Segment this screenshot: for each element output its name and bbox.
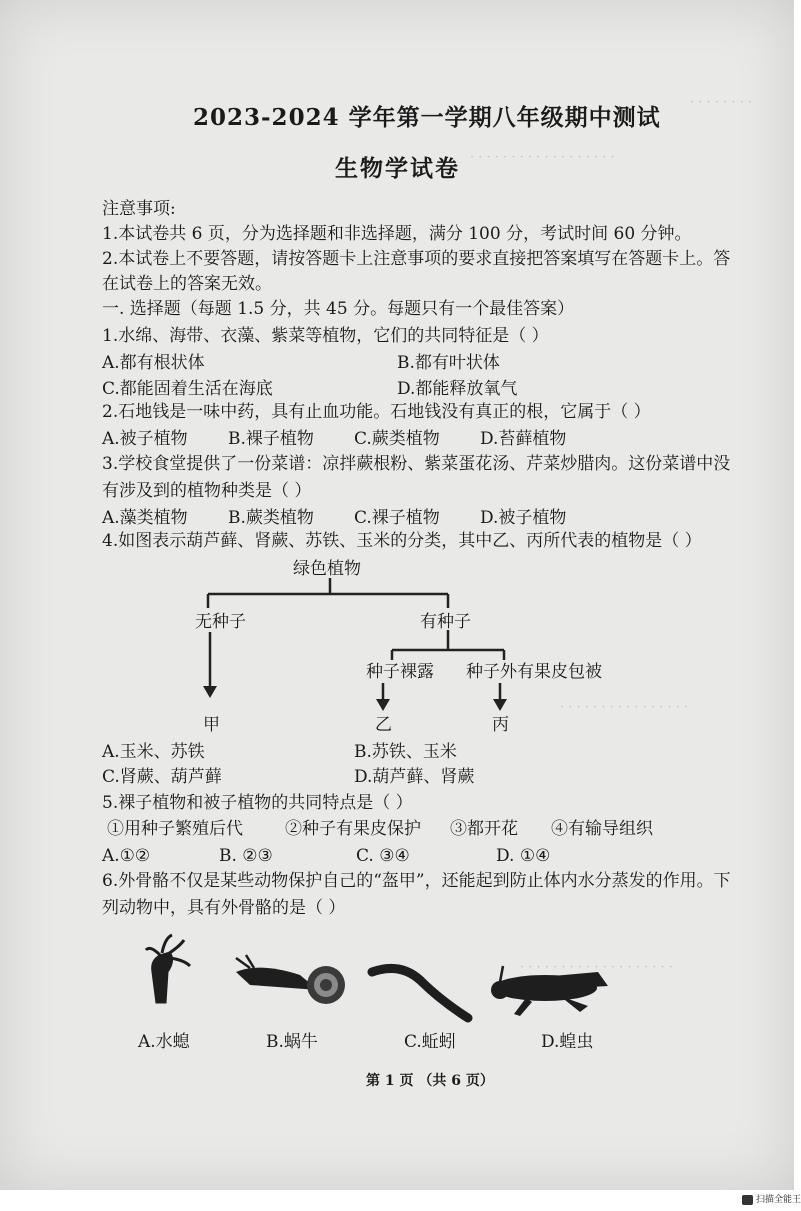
question-5-statement-1: ①用种子繁殖后代 [107, 819, 243, 839]
question-6-option-b: B.蜗牛 [266, 1032, 318, 1052]
question-5-option-c: C. ③④ [356, 846, 410, 866]
question-4-option-a: A.玉米、苏铁 [102, 742, 205, 762]
diagram-leaf-bing: 丙 [492, 715, 509, 735]
question-2-option-c: C.蕨类植物 [354, 429, 440, 449]
bleed-through-text: · · · · · · · · [690, 95, 752, 110]
diagram-node-no-seed: 无种子 [195, 612, 246, 632]
question-4-stem: 4.如图表示葫芦藓、肾蕨、苏铁、玉米的分类，其中乙、丙所代表的植物是（ ） [102, 531, 702, 551]
question-1-option-d: D.都能释放氧气 [397, 379, 518, 399]
question-6-option-c: C.蚯蚓 [404, 1032, 456, 1052]
scanner-logo-icon [742, 1195, 753, 1205]
scanner-watermark: 扫描全能王 [756, 1195, 801, 1205]
locust-image [491, 966, 608, 1016]
question-5-statement-4: ④有输导组织 [551, 819, 653, 839]
notice-item-1: 1.本试卷共 6 页，分为选择题和非选择题，满分 100 分，考试时间 60 分钟。 [102, 224, 692, 244]
question-5-stem: 5.裸子植物和被子植物的共同特点是（ ） [102, 793, 413, 813]
question-1-option-b: B.都有叶状体 [397, 353, 500, 373]
question-6-option-a: A.水螅 [138, 1032, 190, 1052]
question-3-option-b: B.蕨类植物 [228, 508, 314, 528]
notice-item-2-line-2: 在试卷上的答案无效。 [102, 274, 272, 294]
section-heading: 一. 选择题（每题 1.5 分，共 45 分。每题只有一个最佳答案） [102, 299, 575, 319]
question-6-stem-line-1: 6.外骨骼不仅是某些动物保护自己的“盔甲”，还能起到防止体内水分蒸发的作用。下 [102, 871, 731, 891]
notice-item-2-line-1: 2.本试卷上不要答题，请按答题卡上注意事项的要求直接把答案填写在答题卡上。答 [102, 249, 731, 269]
question-1-option-a: A.都有根状体 [102, 353, 205, 373]
question-6-stem-line-2: 列动物中，具有外骨骼的是（ ） [102, 898, 346, 918]
question-5-option-b: B. ②③ [219, 846, 273, 866]
exam-subtitle: 生物学试卷 [335, 155, 460, 182]
snail-image [236, 955, 345, 1004]
question-2-stem: 2.石地钱是一味中药，具有止血功能。石地钱没有真正的根，它属于（ ） [102, 402, 651, 422]
question-5-statement-2: ②种子有果皮保护 [285, 819, 421, 839]
bleed-through-text: · · · · · · · · · · · · · · · · · · [470, 150, 615, 165]
question-3-option-c: C.裸子植物 [354, 508, 440, 528]
question-3-option-d: D.被子植物 [480, 508, 567, 528]
question-3-stem-line-1: 3.学校食堂提供了一份菜谱：凉拌蕨根粉、紫菜蛋花汤、芹菜炒腊肉。这份菜谱中没 [102, 454, 731, 474]
question-1-option-c: C.都能固着生活在海底 [102, 379, 273, 399]
earthworm-image [372, 968, 468, 1018]
question-5-option-d: D. ①④ [496, 846, 551, 866]
bleed-through-text: · · · · · · · · · · · · · · · · [560, 700, 689, 715]
question-5-statement-3: ③都开花 [450, 819, 518, 839]
question-2-option-b: B.裸子植物 [228, 429, 314, 449]
question-1-stem: 1.水绵、海带、衣藻、紫菜等植物，它们的共同特征是（ ） [102, 326, 549, 346]
diagram-node-seed: 有种子 [420, 612, 471, 632]
question-4-option-d: D.葫芦藓、肾蕨 [354, 767, 475, 787]
diagram-leaf-jia: 甲 [203, 715, 220, 735]
question-5-option-a: A.①② [102, 846, 151, 866]
diagram-leaf-yi: 乙 [375, 715, 392, 735]
question-2-option-a: A.被子植物 [102, 429, 188, 449]
page-number: 第 1 页 （共 6 页） [366, 1073, 494, 1089]
question-2-option-d: D.苔藓植物 [480, 429, 567, 449]
question-3-stem-line-2: 有涉及到的植物种类是（ ） [102, 481, 312, 501]
diagram-node-enclosed-seed: 种子外有果皮包被 [466, 662, 602, 682]
diagram-node-root: 绿色植物 [293, 559, 361, 579]
question-6-option-d: D.蝗虫 [541, 1032, 594, 1052]
question-4-option-b: B.苏铁、玉米 [354, 742, 457, 762]
hydra-image [146, 935, 190, 1003]
question-3-option-a: A.藻类植物 [102, 508, 188, 528]
diagram-node-naked-seed: 种子裸露 [366, 662, 434, 682]
question-4-option-c: C.肾蕨、葫芦藓 [102, 767, 222, 787]
bleed-through-text: · · · · · · · · · · · · · · · · · · · [520, 960, 673, 975]
exam-title: 2023-2024 学年第一学期八年级期中测试 [193, 104, 661, 131]
notice-heading: 注意事项: [102, 199, 176, 219]
